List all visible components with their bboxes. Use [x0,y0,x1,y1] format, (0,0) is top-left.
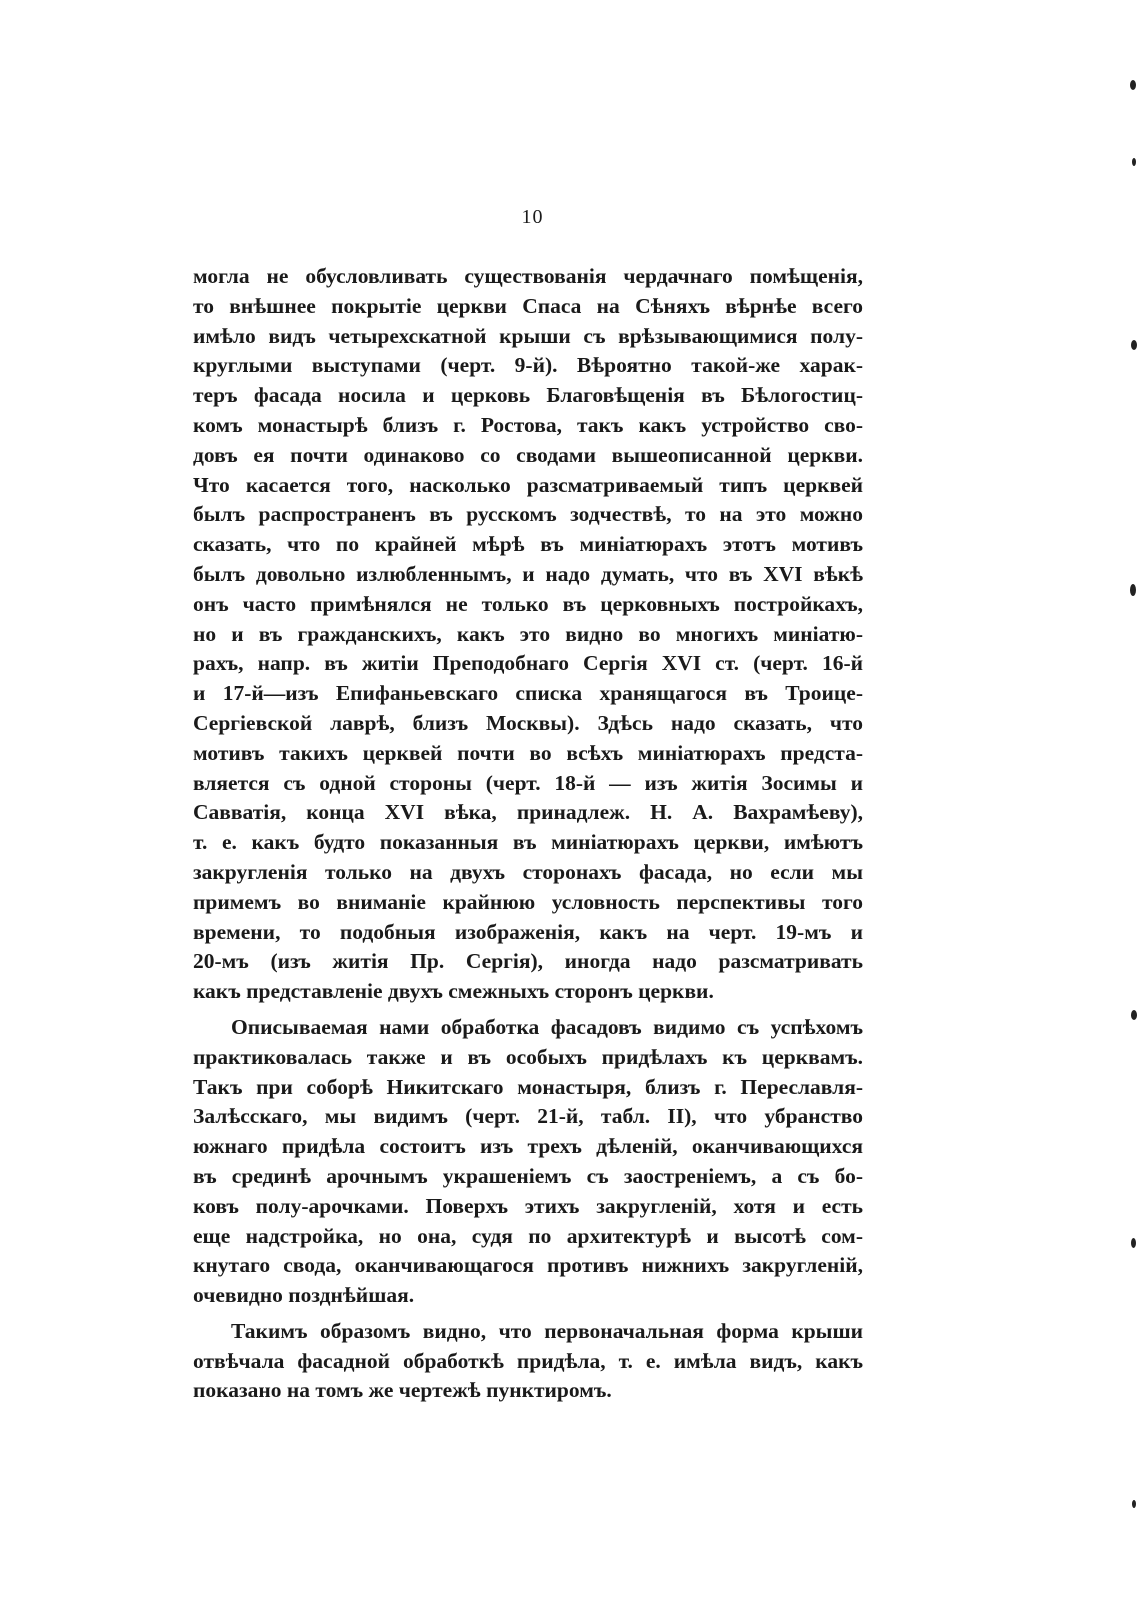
text-line: сказать, что по крайней мѣрѣ въ миніатюрахъ этотъ мотивъ [193,532,863,557]
text-line: очевидно позднѣйшая. [193,1283,415,1308]
text-line: показано на томъ же чертежѣ пунктиромъ. [193,1378,612,1403]
page-number: 10 [521,206,544,228]
scan-speck [1132,158,1136,166]
text-line: довъ ея почти одинаково со сводами вышеописанной церкви. [193,442,863,467]
text-line: то внѣшнее покрытіе церкви Спаса на Сѣняхъ вѣрнѣе всего [193,293,863,318]
text-line: и 17-й—изъ Епифаньевскаго списка хранящагося въ Троице- [193,681,863,706]
text-line: вляется съ одной стороны (черт. 18-й — изъ житія Зосимы и [193,770,863,795]
text-line: Такимъ образомъ видно, что первоначальная форма крыши [231,1318,863,1343]
text-line: рахъ, напр. въ житіи Преподобнаго Сергія XVI ст. (черт. 16-й [193,651,863,676]
text-line: могла не обусловливать существованія чердачнаго помѣщенія, [193,264,863,288]
text-line: отвѣчала фасадной обработкѣ придѣла, т. е. имѣла видъ, какъ [193,1348,863,1373]
text-line: еще надстройка, но она, судя по архитектурѣ и высотѣ сом- [193,1223,863,1248]
paragraph [193,1317,863,1406]
paragraph [193,262,863,1007]
text-line: имѣло видъ четырехскатной крыши съ врѣзывающимися полу- [193,323,863,348]
text-line: Савватія, конца XVI вѣка, принадлеж. Н. А. Вахрамѣеву), [193,800,863,825]
text-line: южнаго придѣла состоитъ изъ трехъ дѣленій, оканчивающихся [193,1134,863,1159]
text-line: теръ фасада носила и церковь Благовѣщенія въ Бѣлогостиц- [193,383,863,408]
text-line: времени, то подобныя изображенія, какъ на черт. 19-мъ и [193,919,863,944]
text-line: 20-мъ (изъ житія Пр. Сергія), иногда надо разсматривать [193,949,863,974]
text-line: Что касается того, насколько разсматриваемый типъ церквей [193,472,863,497]
text-line: онъ часто примѣнялся не только въ церковныхъ постройкахъ, [193,591,863,616]
text-line: т. е. какъ будто показанныя въ миніатюрахъ церкви, имѣютъ [193,830,863,855]
text-line: Такъ при соборѣ Никитскаго монастыря, близъ г. Переславля- [193,1074,863,1099]
text-line: но и въ гражданскихъ, какъ это видно во многихъ миніатю- [193,621,863,646]
scan-speck [1131,340,1137,350]
text-line: былъ распространенъ въ русскомъ зодчествѣ, то на это можно [193,502,863,527]
text-line: какъ представленіе двухъ смежныхъ сторонъ церкви. [193,979,714,1004]
text-line: Описываемая нами обработка фасадовъ видимо съ успѣхомъ [231,1014,863,1039]
text-line: примемъ во вниманіе крайнюю условность перспективы того [193,889,863,914]
text-line: Сергіевской лаврѣ, близъ Москвы). Здѣсь надо сказать, что [193,710,863,735]
text-line: ковъ полу-арочками. Поверхъ этихъ закругленій, хотя и есть [193,1193,863,1218]
text-line: комъ монастырѣ близъ г. Ростова, такъ какъ устройство сво- [193,412,863,437]
text-line: закругленія только на двухъ сторонахъ фасада, но если мы [193,859,863,884]
body-text [193,262,863,1412]
paragraph [193,1013,863,1311]
scan-speck [1132,1500,1136,1508]
scan-speck [1131,1238,1136,1248]
text-line: мотивъ такихъ церквей почти во всѣхъ миніатюрахъ предста- [193,740,863,765]
scan-speck [1130,584,1136,596]
text-line: въ срединѣ арочнымъ украшеніемъ съ заостреніемъ, а съ бо- [193,1163,863,1188]
text-line: Залѣсскаго, мы видимъ (черт. 21-й, табл. II), что убранство [193,1104,863,1129]
text-line: былъ довольно излюбленнымъ, и надо думать, что въ XVI вѣкѣ [193,561,863,586]
text-line: практиковалась также и въ особыхъ придѣлахъ къ церквамъ. [193,1044,863,1069]
text-line: кнутаго свода, оканчивающагося противъ нижнихъ закругленій, [193,1253,863,1278]
scan-speck [1130,80,1136,90]
text-line: круглыми выступами (черт. 9-й). Вѣроятно такой-же харак- [193,353,863,378]
scan-speck [1131,1010,1137,1020]
